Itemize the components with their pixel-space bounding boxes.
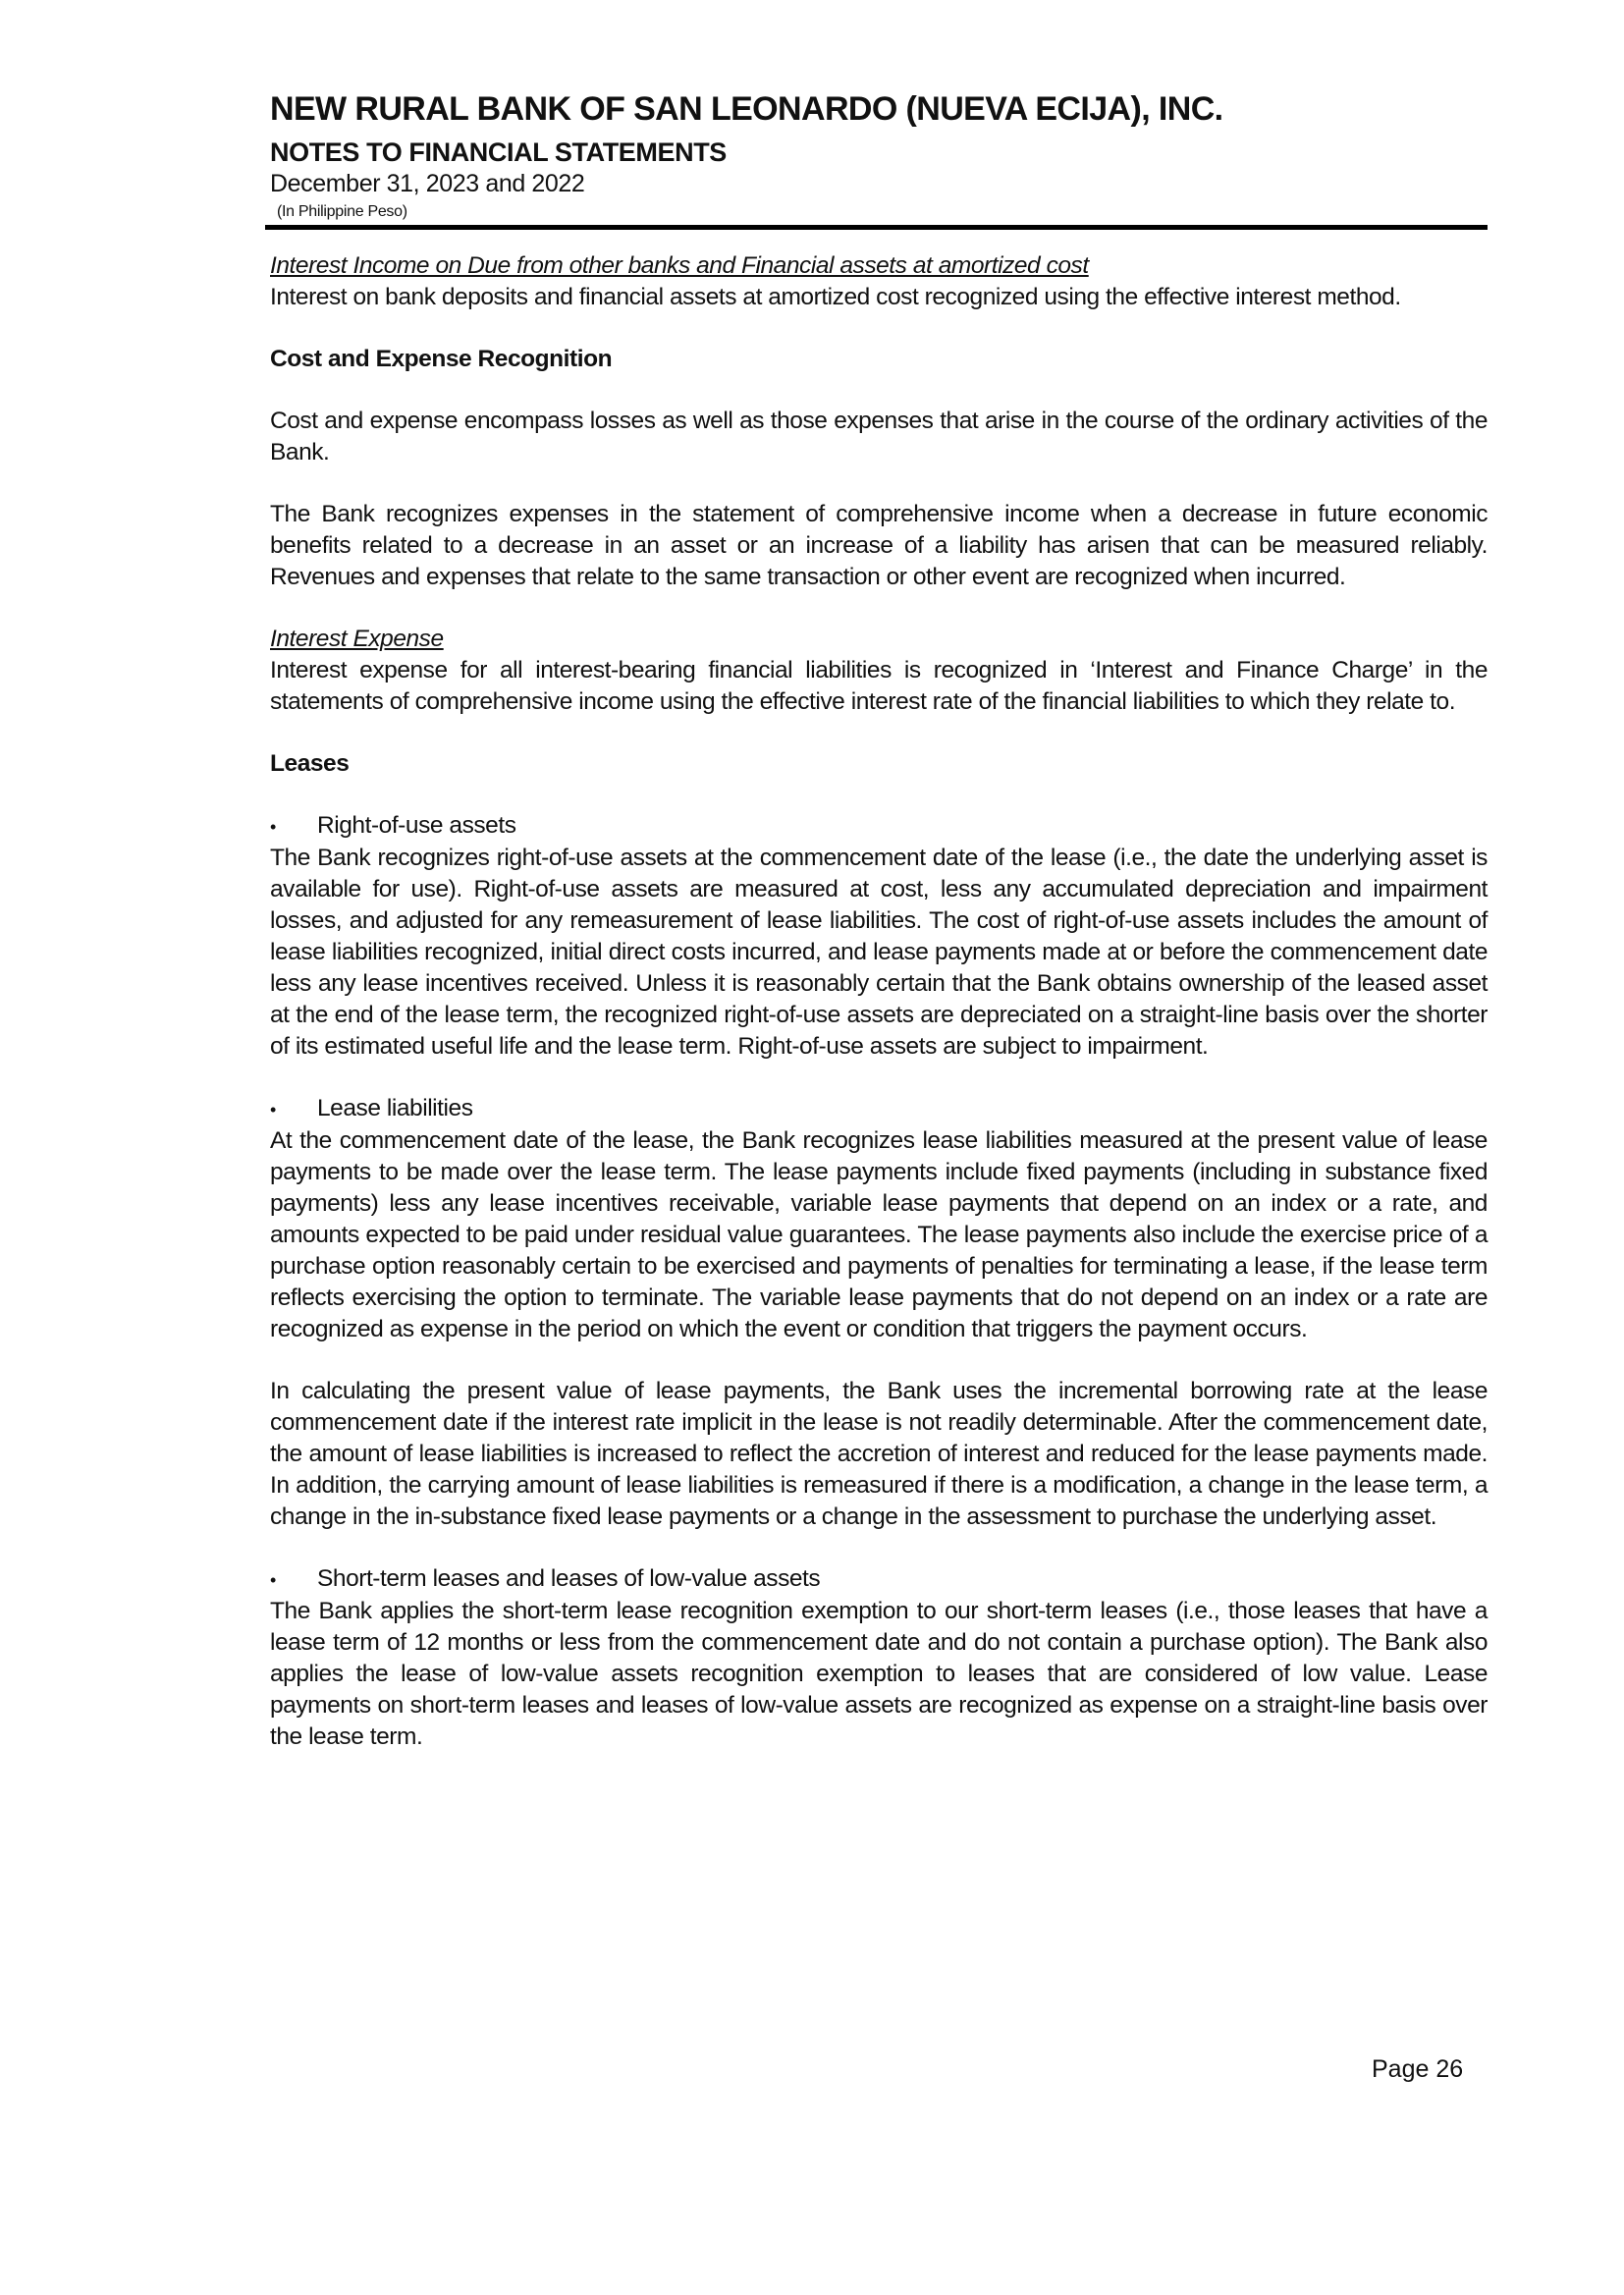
- interest-income-subheading: Interest Income on Due from other banks and Financial assets at amortized cost: [270, 252, 1089, 279]
- bullet-icon: •: [270, 817, 276, 837]
- bullet-right-of-use-assets: [270, 810, 1488, 843]
- bullet-lease-liabilities: [270, 1093, 1488, 1125]
- bullet-label: Short-term leases and leases of low-value assets: [317, 1565, 821, 1592]
- interest-expense-subheading: Interest Expense: [270, 626, 444, 652]
- short-term-leases-text: The Bank applies the short-term lease recognition exemption to our short-term leases (i.e., those leases that have a lease term of 12 months or less from the commencement date and do not contain a purchase option). The Bank also applies the lease of low-value assets recognition exemption to leases that are considered of low value. Lease payments on short-term leases and leases of low-value assets are recognized as expense on a straight-line basis over the lease term.: [270, 1598, 1488, 1750]
- cost-expense-heading: Cost and Expense Recognition: [270, 346, 613, 372]
- report-period: December 31, 2023 and 2022: [270, 170, 585, 197]
- right-of-use-text: The Bank recognizes right-of-use assets at the commencement date of the lease (i.e., the date the underlying asset is available for use). Right-of-use assets are measured at cost, less any accumulated depreciation and impairment losses, and adjusted for any remeasurement of lease liabilities. The cost of right-of-use assets includes the amount of lease liabilities recognized, initial direct costs incurred, and lease payments made at or before the commencement date less any lease incentives received. Unless it is reasonably certain that the Bank obtains ownership of the leased asset at the end of the lease term, the recognized right-of-use assets are depreciated on a straight-line basis over the shorter of its estimated useful life and the lease term. Right-of-use assets are subject to impairment.: [270, 845, 1488, 1060]
- company-name: NEW RURAL BANK OF SAN LEONARDO (NUEVA ECIJA), INC.: [270, 90, 1223, 128]
- interest-expense-text: Interest expense for all interest-bearing financial liabilities is recognized in ‘Interest and Finance Charge’ in the statements of comprehensive income using the effective interest rate of the financial liabilities to which they relate to.: [270, 657, 1488, 715]
- currency-note: (In Philippine Peso): [277, 203, 407, 220]
- leases-heading: Leases: [270, 750, 350, 777]
- lease-liabilities-text-1: At the commencement date of the lease, the Bank recognizes lease liabilities measured at the present value of lease payments to be made over the lease term. The lease payments include fixed payments (including in substance fixed payments) less any lease incentives receivable, variable lease payments that depend on an index or a rate, and amounts expected to be paid under residual value guarantees. The lease payments also include the exercise price of a purchase option reasonably certain to be exercised and payments of penalties for terminating a lease, if the lease term reflects exercising the option to terminate. The variable lease payments that do not depend on an index or a rate are recognized as expense in the period on which the event or condition that triggers the payment occurs.: [270, 1127, 1488, 1342]
- interest-income-text: Interest on bank deposits and financial assets at amortized cost recognized using the effective interest method.: [270, 284, 1401, 310]
- bullet-label: Right-of-use assets: [317, 812, 516, 839]
- document-body: [270, 250, 1488, 1753]
- lease-liabilities-text-2: In calculating the present value of lease payments, the Bank uses the incremental borrowing rate at the lease commencement date if the interest rate implicit in the lease is not readily determinable. After the commencement date, the amount of lease liabilities is increased to reflect the accretion of interest and reduced for the lease payments made. In addition, the carrying amount of lease liabilities is remeasured if there is a modification, a change in the lease term, a change in the in-substance fixed lease payments or a change in the assessment to purchase the underlying asset.: [270, 1378, 1488, 1530]
- document-title: NOTES TO FINANCIAL STATEMENTS: [270, 137, 727, 167]
- bullet-icon: •: [270, 1570, 276, 1590]
- page-number: Page 26: [1372, 2055, 1464, 2083]
- cost-expense-para-1: Cost and expense encompass losses as well as those expenses that arise in the course of the ordinary activities of the Bank.: [270, 408, 1488, 465]
- bullet-short-term-leases: [270, 1563, 1488, 1596]
- bullet-label: Lease liabilities: [317, 1095, 473, 1121]
- bullet-icon: •: [270, 1100, 276, 1120]
- cost-expense-para-2: The Bank recognizes expenses in the statement of comprehensive income when a decrease in future economic benefits related to a decrease in an asset or an increase of a liability has arisen that can be measured reliably. Revenues and expenses that relate to the same transaction or other event are recognized when incurred.: [270, 501, 1488, 590]
- header-divider: [265, 225, 1488, 230]
